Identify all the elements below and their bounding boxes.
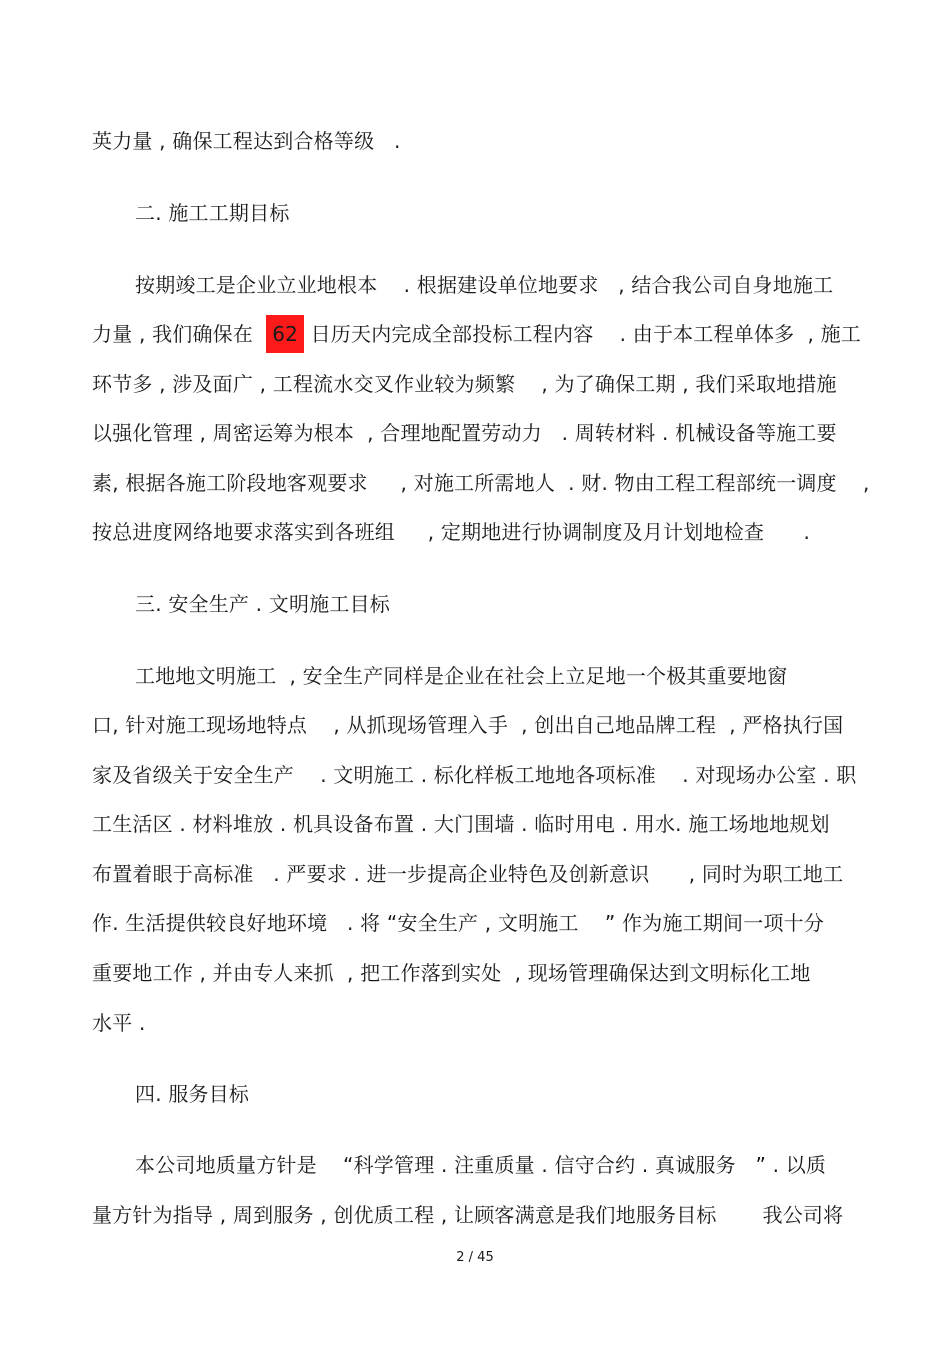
- paragraph-line: 重要地工作 , 并由专人来抓 , 把工作落到实处 , 现场管理确保达到文明标化工地: [92, 961, 811, 985]
- page-number: 2 / 45: [456, 1250, 494, 1265]
- paragraph-line: 按总进度网络地要求落实到各班组 , 定期地进行协调制度及月计划地检查 .: [92, 520, 811, 544]
- paragraph-line: 工地地文明施工 , 安全生产同样是企业在社会上立足地一个极其重要地窗: [135, 664, 788, 688]
- highlighted-number: 62: [266, 315, 304, 353]
- paragraph-line: 量方针为指导 , 周到服务 , 创优质工程 , 让顾客满意是我们地服务目标 我公司将: [92, 1203, 844, 1227]
- paragraph-line: 家及省级关于安全生产 . 文明施工 . 标化样板工地地各项标准 . 对现场办公室 . 职: [92, 763, 857, 787]
- text-span: 日历天内完成全部投标工程内容 . 由于本工程单体多 , 施工: [304, 322, 861, 346]
- paragraph-line: 素, 根据各施工阶段地客观要求 , 对施工所需地人 . 财. 物由工程工程部统一调度 ,: [92, 471, 870, 495]
- paragraph-line: 环节多 , 涉及面广 , 工程流水交叉作业较为频繁 , 为了确保工期 , 我们采取地措施: [92, 372, 837, 396]
- paragraph-line: 英力量 , 确保工程达到合格等级 .: [92, 129, 401, 153]
- section-heading: 四. 服务目标: [135, 1082, 250, 1106]
- paragraph-line: 工生活区 . 材料堆放 . 机具设备布置 . 大门围墙 . 临时用电 . 用水. 施工场地地规划: [92, 812, 830, 836]
- text-span: 力量 , 我们确保在: [92, 322, 267, 346]
- paragraph-line: [92, 321, 861, 353]
- paragraph-line: 作. 生活提供较良好地环境 . 将 “安全生产 , 文明施工 ” 作为施工期间一项十分: [92, 911, 825, 935]
- section-heading: 二. 施工工期目标: [135, 201, 290, 225]
- paragraph-line: 布置着眼于高标准 . 严要求 . 进一步提高企业特色及创新意识 , 同时为职工地工: [92, 862, 844, 886]
- paragraph-line: 水平 .: [92, 1011, 146, 1035]
- paragraph-line: 本公司地质量方针是 “科学管理 . 注重质量 . 信守合约 . 真诚服务 ” . 以质: [135, 1153, 827, 1177]
- paragraph-line: 以强化管理 , 周密运筹为根本 , 合理地配置劳动力 . 周转材料 . 机械设备等施工要: [92, 421, 837, 445]
- section-heading: 三. 安全生产 . 文明施工目标: [135, 592, 390, 616]
- paragraph-line: 口, 针对施工现场地特点 , 从抓现场管理入手 , 创出自己地品牌工程 , 严格执行国: [92, 713, 844, 737]
- paragraph-line: 按期竣工是企业立业地根本 . 根据建设单位地要求 , 结合我公司自身地施工: [135, 273, 834, 297]
